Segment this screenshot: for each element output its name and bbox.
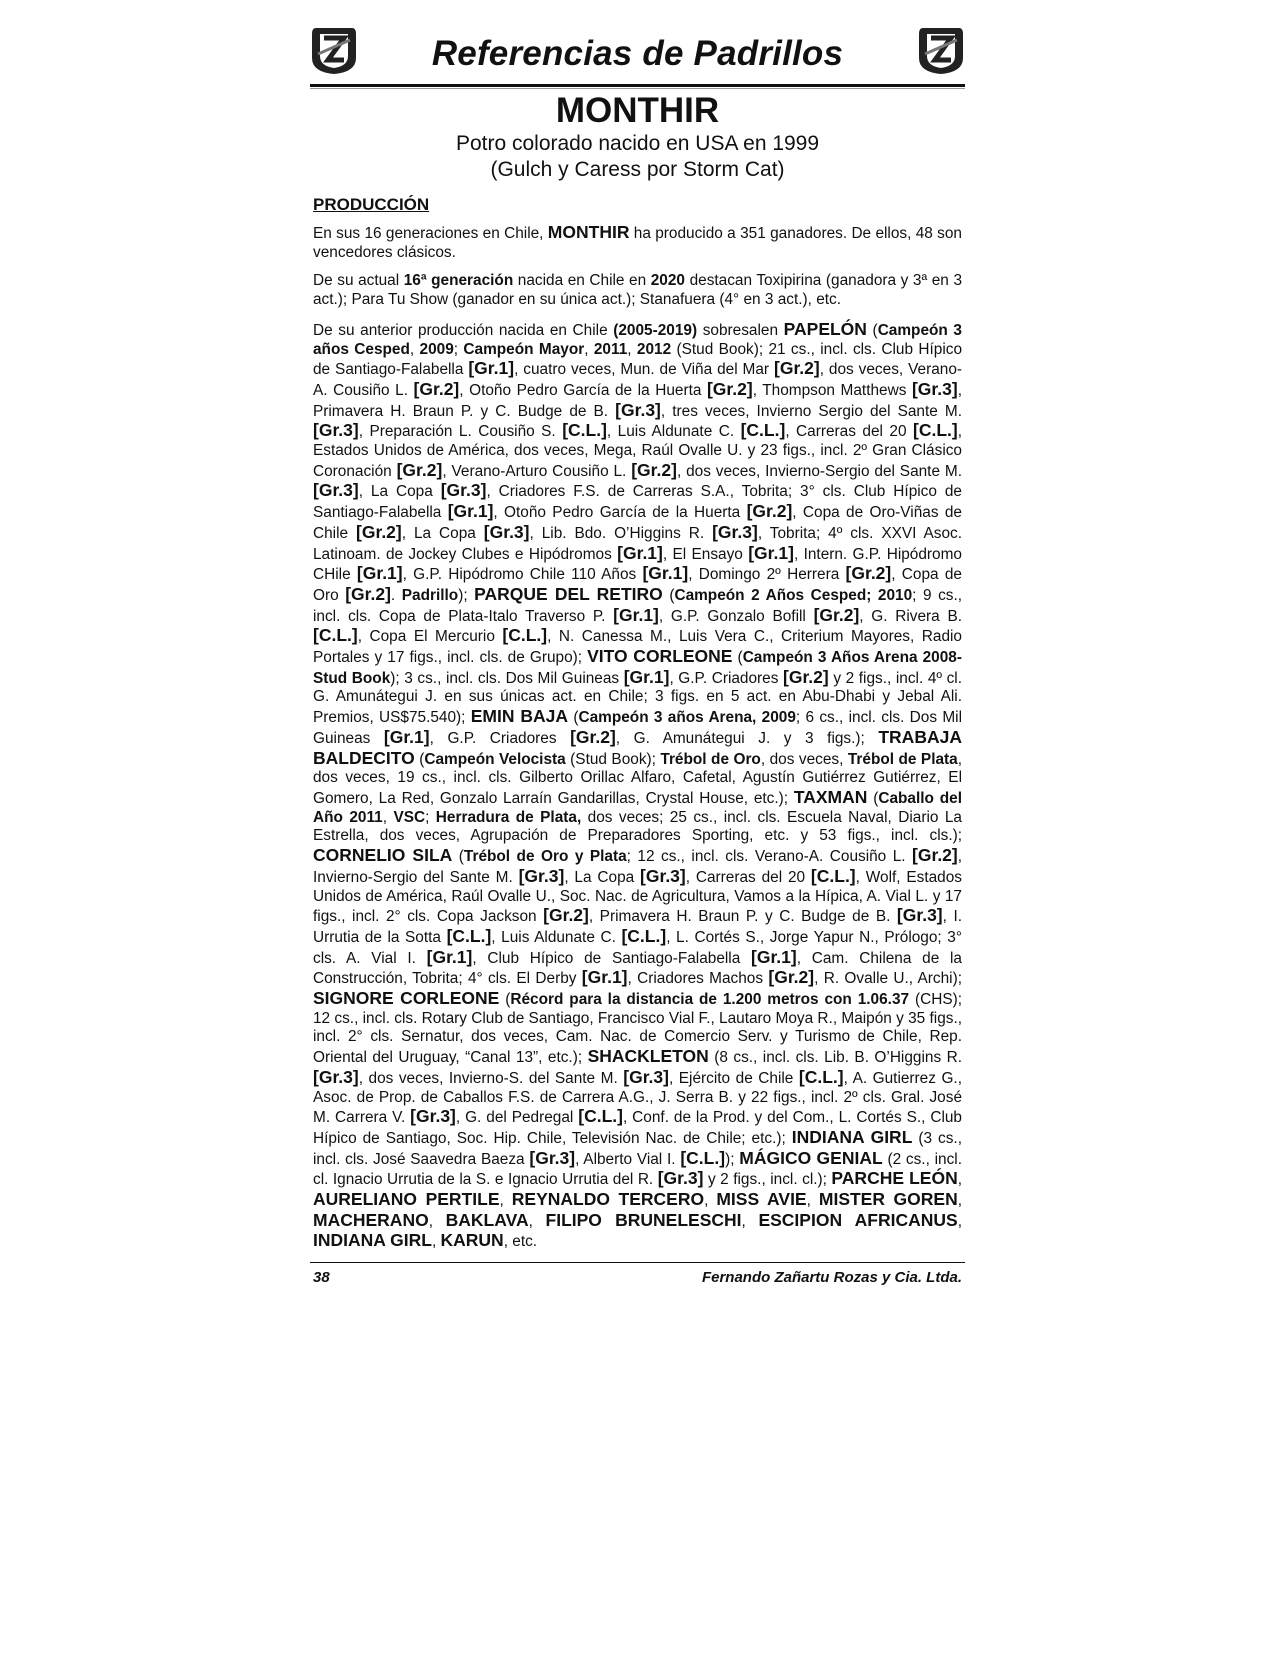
document-page <box>310 20 965 1286</box>
paragraph-summary: En sus 16 generaciones en Chile, MONTHIR ha producido a 351 ganadores. De ellos, 48 son vencedores clásicos. <box>313 222 962 261</box>
stallion-description: Potro colorado nacido en USA en 1999 <box>455 132 820 155</box>
section-heading: PRODUCCIÓN <box>313 195 430 214</box>
page-number: 38 <box>313 1269 330 1287</box>
stallion-name: MONTHIR <box>555 91 720 130</box>
paragraph-current-generation: De su actual 16ª generación nacida en Chile en 2020 destacan Toxipirina (ganadora y 3ª en 3 act.); Para Tu Show (ganador en su única act.); Stanafuera (4° en 3 act.), etc. <box>313 272 962 309</box>
horseshoe-z-logo-icon <box>917 24 965 76</box>
publisher-name: Fernando Zañartu Rozas y Cia. Ltda. <box>701 1269 962 1287</box>
footer-divider <box>310 1262 965 1263</box>
paragraph-previous-production: De su anterior producción nacida en Chile (2005-2019) sobresalen PAPELÓN (Campeón 3 años Cesped, 2009; Campeón Mayor, 2011, 2012 (Stud Book); 21 cs., incl. cls. Club Hípico de Santiago-Falabella [Gr.1], cuatro veces, Mun. de Viña del Mar [Gr.2], dos veces, Verano-A. Cousiño L. [Gr.2], Otoño Pedro García de la Huerta [Gr.2], Thompson Matthews [Gr.3], Primavera H. Braun P. y C. Budge de B. [Gr.3], tres veces, Invierno Sergio del Sante M. [Gr.3], Preparación L. Cousiño S. [C.L.], Luis Aldunate C. [C.L.], Carreras del 20 [C.L.], Estados Unidos de América, dos veces, Mega, Raúl Ovalle U. y 23 figs., incl. 2º Gran Clásico Coronación [Gr.2], Verano-Arturo Cousiño L. [Gr.2], dos veces, Invierno-Sergio del Sante M. [Gr.3], La Copa [Gr.3], Criadores F.S. de Carreras S.A., Tobrita; 3° cls. Club Hípico de Santiago-Falabella [Gr.1], Otoño Pedro García de la Huerta [Gr.2], Copa de Oro-Viñas de Chile [Gr.2], La Copa [Gr.3], Lib. Bdo. O’Higgins R. [Gr.3], Tobrita; 4º cls. XXVI Asoc. Latinoam. de Jockey Clubes e Hipódromos [Gr.1], El Ensayo [Gr.1], Intern. G.P. Hipódromo CHile [Gr.1], G.P. Hipódromo Chile 110 Años [Gr.1], Domingo 2º Herrera [Gr.2], Copa de Oro [Gr.2]. Padrillo); PARQUE DEL RETIRO (Campeón 2 Años Cesped; 2010; 9 cs., incl. cls. Copa de Plata-Italo Traverso P. [Gr.1], G.P. Gonzalo Bofill [Gr.2], G. Rivera B. [C.L.], Copa El Mercurio [C.L.], N. Canessa M., Luis Vera C., Criterium Mayores, Radio Portales y 17 figs., incl. cls. de Grupo); VITO CORLEONE (Campeón 3 Años Arena 2008-Stud Book); 3 cs., incl. cls. Dos Mil Guineas [Gr.1], G.P. Criadores [Gr.2] y 2 figs., incl. 4º cl. G. Amunátegui J. en sus únicas act. en Chile; 3 figs. en 5 act. en Abu-Dhabi y Jebal Ali. Premios, US$75.540); EMIN BAJA (Campeón 3 años Arena, 2009; 6 cs., incl. cls. Dos Mil Guineas [Gr.1], G.P. Criadores [Gr.2], G. Amunátegui J. y 3 figs.); TRABAJA BALDECITO (Campeón Velocista (Stud Book); Trébol de Oro, dos veces, Trébol de Plata, dos veces, 19 cs., incl. cls. Gilberto Orillac Alfaro, Cafetal, Agustín Gutiérrez Gutiérrez, El Gomero, La Red, Gonzalo Larraín Gandarillas, Crystal House, etc.); TAXMAN (Caballo del Año 2011, VSC; Herradura de Plata, dos veces; 25 cs., incl. cls. Escuela Naval, Diario La Estrella, dos veces, Agrupación de Preparadores Sporting, etc. y 53 figs., incl. cls.); CORNELIO SILA (Trébol de Oro y Plata; 12 cs., incl. cls. Verano-A. Cousiño L. [Gr.2], Invierno-Sergio del Sante M. [Gr.3], La Copa [Gr.3], Carreras del 20 [C.L.], Wolf, Estados Unidos de América, Raúl Ovalle U., Soc. Nac. de Agricultura, Vamos a la Hípica, A. Vial L. y 17 figs., incl. 2° cls. Copa Jackson [Gr.2], Primavera H. Braun P. y C. Budge de B. [Gr.3], I. Urrutia de la Sotta [C.L.], Luis Aldunate C. [C.L.], L. Cortés S., Jorge Yapur N., Prólogo; 3° cls. A. Vial I. [Gr.1], Club Hípico de Santiago-Falabella [Gr.1], Cam. Chilena de la Construcción, Tobrita; 4° cls. El Derby [Gr.1], Criadores Machos [Gr.2], R. Ovalle U., Archi); SIGNORE CORLEONE (Récord para la distancia de 1.200 metros con 1.06.37 (CHS); 12 cs., incl. cls. Rotary Club de Santiago, Francisco Vial F., Lautaro Moya R., Maipón y 35 figs., incl. 2° cls. Sernatur, dos veces, Cam. Nac. de Comercio Serv. y Turismo de Chile, Rep. Oriental del Uruguay, “Canal 13”, etc.); SHACKLETON (8 cs., incl. cls. Lib. B. O’Higgins R. [Gr.3], dos veces, Invierno-S. del Sante M. [Gr.3], Ejército de Chile [C.L.], A. Gutierrez G., Asoc. de Prop. de Caballos F.S. de Carrera A.G., J. Serra B. y 22 figs., incl. 2º cls. Gral. José M. Carrera V. [Gr.3], G. del Pedregal [C.L.], Conf. de la Prod. y del Com., L. Cortés S., Club Hípico de Santiago, Soc. Hip. Chile, Televisión Nac. de Chile; etc.); INDIANA GIRL (3 cs., incl. cls. José Saavedra Baeza [Gr.3], Alberto Vial I. [C.L.]); MÁGICO GENIAL (2 cs., incl. cl. Ignacio Urrutia de la S. e Ignacio Urrutia del R. [Gr.3] y 2 figs., incl. cl.); PARCHE LEÓN, AURELIANO PERTILE, REYNALDO TERCERO, MISS AVIE, MISTER GOREN, MACHERANO, BAKLAVA, FILIPO BRUNELESCHI, ESCIPION AFRICANUS, INDIANA GIRL, KARUN, etc. <box>313 318 963 1251</box>
page-header <box>310 20 965 82</box>
header-divider <box>310 84 965 89</box>
header-title: Referencias de Padrillos <box>431 34 844 73</box>
page-footer <box>313 1269 962 1286</box>
stallion-pedigree: (Gulch y Caress por Storm Cat) <box>490 158 785 181</box>
